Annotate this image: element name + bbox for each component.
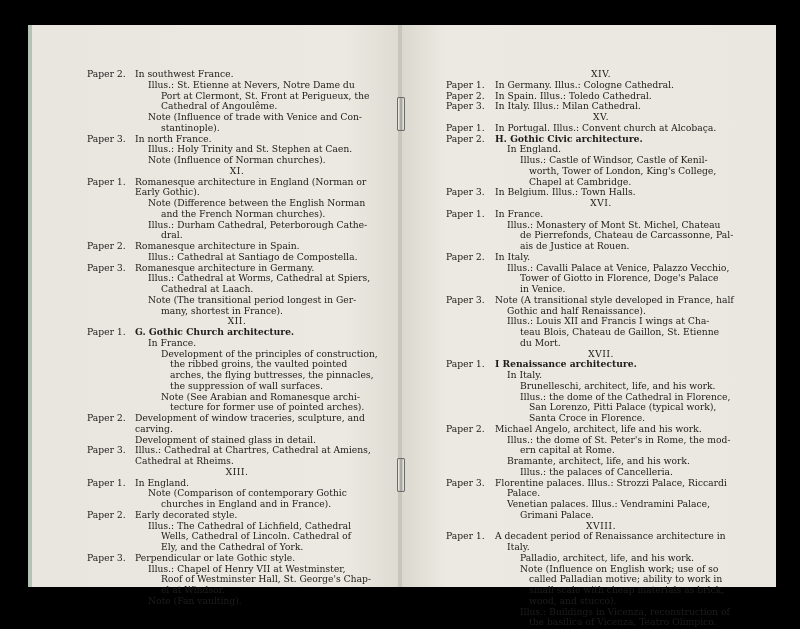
outline-text: In France.: [148, 337, 197, 349]
outline-line: [446, 500, 756, 511]
paper-label: Paper 2.: [87, 241, 126, 252]
outline-line: [446, 210, 756, 221]
page-edge: [28, 25, 32, 587]
outline-text: Illus.: St. Etienne at Nevers, Notre Dame du: [148, 79, 355, 91]
outline-text: Illus.: Louis XII and Francis I wings at Cha-: [507, 316, 710, 328]
paper-label: Paper 3.: [87, 552, 126, 564]
outline-line: [446, 608, 756, 619]
outline-text: In Belgium. Illus.: Town Halls.: [495, 187, 636, 199]
outline-text: many, shortest in France).: [161, 305, 283, 317]
outline-text: churches in England and in France).: [161, 499, 332, 510]
outline-text: In Germany. Illus.: Cologne Cathedral.: [495, 79, 674, 91]
outline-text: Romanesque architecture in England (Norman or: [135, 176, 367, 188]
paper-label: Paper 2.: [87, 69, 126, 80]
outline-text: and the French Norman churches).: [161, 208, 326, 220]
outline-text: Note (Fan vaulting).: [148, 595, 242, 607]
outline-text: San Lorenzo, Pitti Palace (typical work),: [529, 402, 717, 414]
outline-text: teau Blois, Chateau de Gaillon, St. Etienne: [520, 327, 720, 338]
paper-label: Paper 1.: [446, 79, 485, 91]
outline-line: [87, 113, 387, 124]
outline-text: Bramante, architect, life, and his work.: [507, 456, 690, 467]
section-numeral: XVIII.: [586, 520, 616, 532]
outline-text: Development of the principles of construction,: [161, 348, 378, 360]
paper-label: Paper 2.: [446, 90, 485, 102]
outline-text: dral.: [161, 230, 183, 242]
outline-text: Brunelleschi, architect, life, and his work.: [520, 380, 716, 392]
outline-text: In Italy.: [507, 370, 543, 381]
paper-label: Paper 1.: [87, 176, 126, 188]
outline-line: [87, 414, 387, 425]
outline-text: carving.: [135, 423, 173, 435]
outline-text: Note (Difference between the English Norman: [148, 198, 366, 209]
outline-line: [87, 597, 387, 608]
outline-line: [87, 554, 387, 565]
outline-text: Illus.: Buildings in Vicenza, reconstruction of: [520, 606, 730, 618]
outline-text: Illus.: the dome of St. Peter's in Rome, the mod-: [507, 434, 731, 446]
outline-line: [87, 178, 387, 189]
outline-line: [87, 500, 387, 511]
outline-text: wood, and stucco).: [529, 595, 617, 607]
outline-text: Note (A transitional style developed in France, half: [495, 294, 734, 306]
outline-text: in Venice.: [520, 284, 566, 295]
outline-line: [446, 135, 756, 146]
outline-text: Illus.: Cathedral at Santiago de Compostella.: [148, 251, 358, 263]
section-numeral: XVII.: [588, 348, 614, 360]
outline-text: the ribbed groins, the vaulted pointed: [170, 359, 348, 371]
outline-text: Illus.: the palaces of Cancelleria.: [520, 466, 673, 478]
outline-line: [446, 597, 756, 608]
outline-line: [446, 167, 756, 178]
paper-label: Paper 1.: [446, 122, 485, 134]
outline-text: H. Gothic Civic architecture.: [495, 133, 643, 145]
paper-label: Paper 2.: [87, 509, 126, 521]
outline-line: [87, 81, 387, 92]
outline-text: Early Gothic).: [135, 187, 200, 199]
outline-text: Note (See Arabian and Romanesque archi-: [161, 391, 360, 403]
outline-text: Development of stained glass in detail.: [135, 434, 317, 446]
paper-label: Paper 3.: [87, 262, 126, 274]
outline-line: [87, 511, 387, 522]
outline-text: A decadent period of Renaissance architecture in: [495, 531, 726, 543]
outline-line: [87, 446, 387, 457]
bottom-staple: [397, 458, 405, 492]
outline-text: Santa Croce in Florence.: [529, 413, 646, 424]
outline-text: Roof of Westminster Hall, St. George's Chap-: [161, 574, 372, 586]
outline-line: [446, 328, 756, 339]
outline-text: Florentine palaces. Illus.: Strozzi Palace, Riccardi: [495, 477, 727, 489]
section-numeral: XV.: [593, 112, 609, 123]
left-page: [28, 25, 400, 607]
outline-line: [446, 253, 756, 264]
outline-line: [446, 618, 756, 629]
outline-line: [446, 511, 756, 522]
outline-text: arches, the flying buttresses, the pinnacles,: [170, 370, 374, 381]
outline-text: tecture for former use of pointed arches).: [170, 402, 365, 414]
outline-text: Note (The transitional period longest in Ger-: [148, 294, 357, 306]
outline-text: Tower of Giotto in Florence, Doge's Palace: [520, 273, 719, 285]
section-numeral: XIII.: [225, 466, 249, 478]
outline-line: [446, 468, 756, 479]
left-page-text: [87, 70, 387, 608]
outline-line: [87, 296, 387, 307]
outline-text: Port at Clermont, St. Front at Perigueux, the: [161, 90, 370, 102]
paper-label: Paper 1.: [446, 531, 485, 543]
outline-text: ais de Justice at Rouen.: [520, 241, 630, 252]
outline-text: Palladio, architect, life, and his work.: [520, 552, 694, 564]
outline-line: [446, 124, 756, 135]
outline-text: Development of window traceries, sculpture, and: [135, 413, 365, 424]
outline-text: Grimani Palace.: [520, 509, 594, 521]
outline-line: [87, 253, 387, 264]
outline-line: [87, 210, 387, 221]
outline-text: In France.: [495, 208, 544, 220]
section-numeral: XIV.: [590, 69, 612, 80]
outline-line: [87, 575, 387, 586]
outline-text: Illus.: Durham Cathedral, Peterborough Cathe-: [148, 219, 368, 231]
outline-line: [446, 382, 756, 393]
outline-text: Illus.: Chapel of Henry VII at Westminster,: [148, 563, 346, 575]
outline-text: Romanesque architecture in Spain.: [135, 241, 300, 252]
outline-text: Romanesque architecture in Germany.: [135, 262, 315, 274]
outline-text: the basilica of Vicenza, Teatro Olimpico.: [529, 617, 717, 629]
outline-text: Note (Comparison of contemporary Gothic: [148, 488, 347, 500]
outline-text: Perpendicular or late Gothic style.: [135, 552, 296, 564]
outline-text: Illus.: Holy Trinity and St. Stephen at Caen.: [148, 144, 353, 156]
outline-text: de Pierrefonds, Chateau de Carcassonne, Pal-: [520, 230, 734, 242]
outline-text: Palace.: [507, 488, 541, 500]
paper-label: Paper 1.: [446, 359, 485, 371]
outline-line: [87, 124, 387, 135]
outline-line: [446, 554, 756, 565]
outline-text: Illus.: the dome of the Cathedral in Florence,: [520, 391, 731, 403]
outline-text: el at Windsor.: [161, 585, 225, 596]
paper-label: Paper 3.: [87, 133, 126, 145]
outline-text: Note (Influence of trade with Venice and Con-: [148, 112, 363, 123]
paper-label: Paper 3.: [446, 294, 485, 306]
top-staple: [397, 97, 405, 131]
outline-text: G. Gothic Church architecture.: [135, 327, 295, 338]
paper-label: Paper 2.: [446, 251, 485, 263]
paper-label: Paper 3.: [87, 445, 126, 457]
outline-text: In England.: [135, 477, 190, 489]
outline-text: In north France.: [135, 133, 212, 145]
outline-text: worth, Tower of London, King's College,: [529, 165, 717, 177]
outline-text: In southwest France.: [135, 69, 234, 80]
outline-text: Note (Influence of Norman churches).: [148, 155, 326, 166]
section-numeral: XII.: [227, 316, 247, 328]
section-heading: [87, 468, 387, 479]
outline-line: [446, 479, 756, 490]
outline-text: Michael Angelo, architect, life and his work.: [495, 423, 702, 435]
outline-text: Illus.: Castle of Windsor, Castle of Kenil-: [520, 155, 708, 166]
outline-line: [446, 339, 756, 350]
outline-text: Wells, Cathedral of Lincoln. Cathedral of: [161, 531, 352, 543]
section-heading: [446, 199, 756, 210]
outline-line: [446, 532, 756, 543]
outline-line: [446, 425, 756, 436]
outline-text: Cathedral of Angoulême.: [161, 101, 278, 113]
outline-text: Illus.: Cavalli Palace at Venice, Palazzo Vecchio,: [507, 262, 730, 274]
outline-text: Cathedral at Laach.: [161, 284, 254, 295]
section-numeral: XI.: [229, 165, 245, 177]
outline-text: In Italy. Illus.: Milan Cathedral.: [495, 101, 641, 113]
outline-text: Illus.: Monastery of Mont St. Michel, Chateau: [507, 219, 721, 231]
outline-line: [87, 425, 387, 436]
outline-text: Italy.: [507, 542, 530, 553]
outline-line: [446, 81, 756, 92]
outline-text: Illus.: Cathedral at Worms, Cathedral at Spiers,: [148, 273, 371, 285]
paper-label: Paper 1.: [446, 208, 485, 220]
outline-line: [446, 296, 756, 307]
outline-text: In England.: [507, 144, 562, 156]
outline-text: Cathedral at Rheims.: [135, 456, 234, 467]
outline-text: In Italy.: [495, 251, 531, 263]
outline-text: Ely, and the Cathedral of York.: [161, 542, 304, 553]
outline-text: Note (Influence on English work; use of so: [520, 563, 719, 575]
outline-text: I Renaissance architecture.: [495, 359, 637, 371]
outline-text: Gothic and half Renaissance).: [507, 305, 646, 317]
outline-text: ern capital at Rome.: [520, 445, 615, 457]
outline-line: [87, 339, 387, 350]
paper-label: Paper 3.: [446, 477, 485, 489]
booklet-spread: [28, 25, 776, 629]
section-numeral: XVI.: [590, 198, 612, 209]
paper-label: Paper 2.: [87, 413, 126, 424]
outline-text: Illus.: Cathedral at Chartres, Cathedral at Amiens,: [135, 445, 371, 457]
outline-text: stantinople).: [161, 122, 220, 134]
outline-text: In Portugal. Illus.: Convent church at Alcobaça.: [495, 122, 717, 134]
outline-line: [446, 274, 756, 285]
outline-text: Chapel at Cambridge.: [529, 176, 632, 188]
outline-line: [87, 221, 387, 232]
outline-text: In Spain. Illus.: Toledo Cathedral.: [495, 90, 652, 102]
outline-text: Early decorated style.: [135, 509, 238, 521]
paper-label: Paper 3.: [446, 187, 485, 199]
outline-text: the suppression of wall surfaces.: [170, 380, 324, 392]
paper-label: Paper 2.: [446, 133, 485, 145]
outline-text: Venetian palaces. Illus.: Vendramini Palace,: [507, 499, 711, 510]
paper-label: Paper 1.: [87, 327, 126, 338]
outline-line: [446, 360, 756, 371]
outline-text: called Palladian motive; ability to work in: [529, 574, 723, 586]
outline-line: [87, 328, 387, 339]
paper-label: Paper 1.: [87, 477, 126, 489]
outline-text: du Mort.: [520, 337, 561, 349]
paper-label: Paper 2.: [446, 423, 485, 435]
right-page-text: [446, 70, 756, 629]
outline-line: [446, 242, 756, 253]
paper-label: Paper 3.: [446, 101, 485, 113]
outline-text: Illus.: The Cathedral of Lichfield, Cathedral: [148, 520, 352, 532]
outline-text: small scale with cheap materials as brick,: [529, 585, 725, 596]
outline-line: [87, 382, 387, 393]
section-heading: [87, 167, 387, 178]
right-page: [400, 25, 776, 629]
